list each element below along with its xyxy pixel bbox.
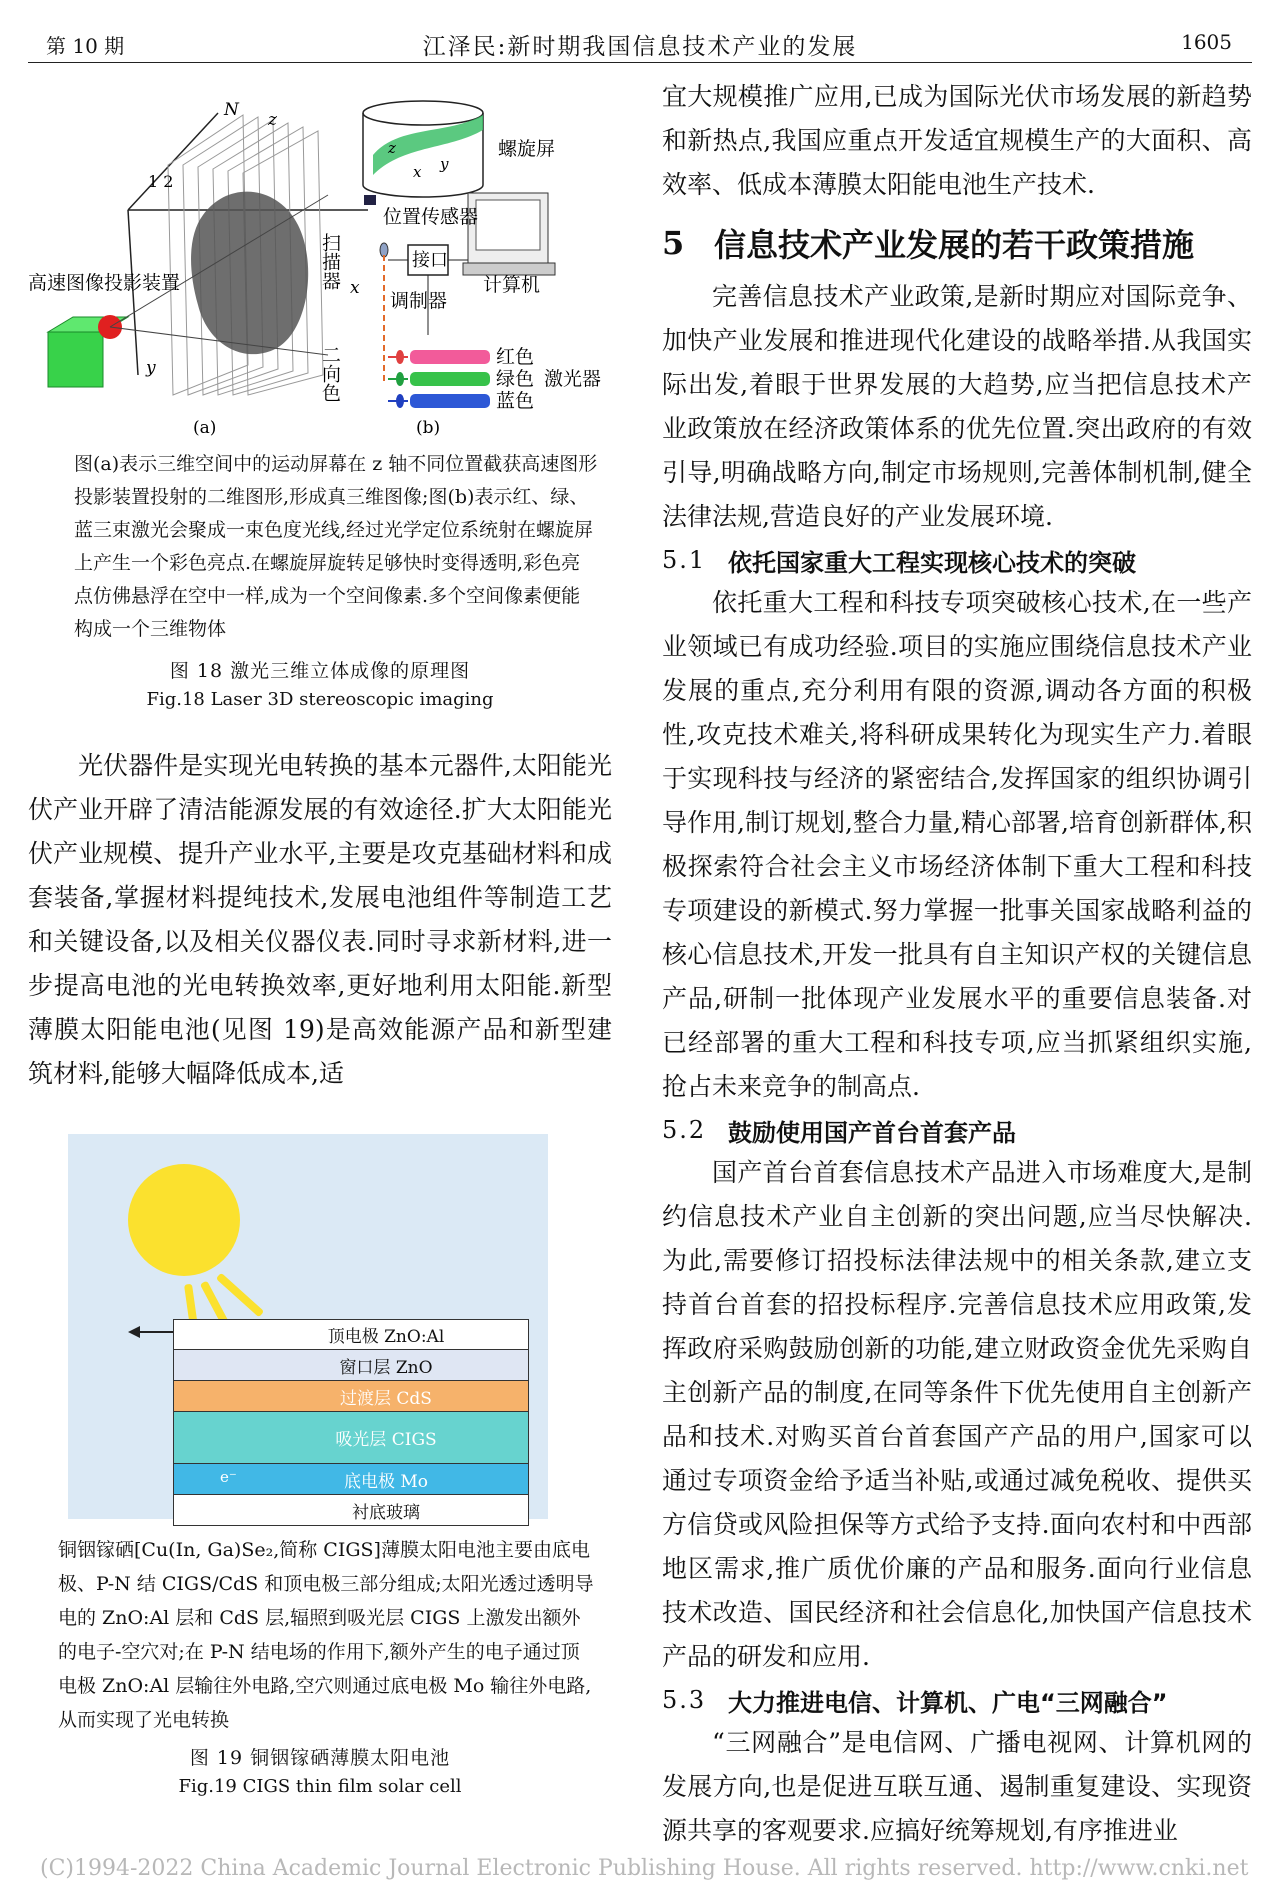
subsection-5-3-heading — [662, 1681, 1252, 1719]
subsection-title: 大力推进电信、计算机、广电“三网融合” — [728, 1688, 1168, 1717]
label-a-n: N — [224, 100, 239, 120]
figure-19-caption-en: Fig.19 CIGS thin film solar cell — [178, 1776, 462, 1797]
label-computer: 计算机 — [483, 274, 541, 296]
section-5-heading — [662, 221, 1252, 265]
panel-b-label: (b) — [416, 418, 441, 438]
label-position-sensor: 位置传感器 — [383, 206, 479, 228]
page-number: 1605 — [1181, 30, 1232, 54]
layer-label: 顶电极 ZnO:Al — [327, 1327, 445, 1347]
right-column — [662, 82, 1252, 1853]
electron-label-bottom: e⁻ — [220, 1468, 237, 1486]
label-green: 绿色 — [496, 368, 535, 390]
layer-label: 过渡层 CdS — [340, 1388, 432, 1409]
section-5-paragraph: 完善信息技术产业政策,是新时期应对国际竞争、加快产业发展和推进现代化建设的战略举措.从我国实际出发,着眼于世界发展的大趋势,应当把信息技术产业政策放在经济政策体系的优先位置.突出政府的有效引导,明确战略方向,制定市场规则,完善体制机制,健全法律法规,营造良好的产业发展环境. — [662, 282, 1252, 531]
label-b-z: z — [388, 139, 396, 157]
layer-window — [173, 1350, 529, 1381]
layer-back-electrode — [173, 1464, 529, 1495]
section-title: 信息技术产业发展的若干政策措施 — [714, 226, 1195, 264]
label-a-x: x — [350, 278, 360, 298]
body-paragraph-continued: 宜大规模推广应用,已成为国际光伏市场发展的新趋势和新热点,我国应重点开发适宜规模生产的大面积、高效率、低成本薄膜太阳能电池生产技术. — [662, 82, 1252, 199]
layer-label: 衬底玻璃 — [352, 1502, 420, 1523]
figure-18-caption-en: Fig.18 Laser 3D stereoscopic imaging — [146, 689, 494, 710]
issue-number: 第 10 期 — [46, 34, 125, 58]
label-modulator: 调制器 — [390, 290, 448, 312]
layer-top-electrode — [173, 1319, 529, 1350]
subsection-number: 5.2 — [662, 1116, 707, 1144]
label-b-y: y — [440, 155, 449, 173]
subsection-5-1-paragraph: 依托重大工程和科技专项突破核心技术,在一些产业领域已有成功经验.项目的实施应围绕信息技术产业发展的重点,充分利用有限的资源,调动各方面的积极性,攻克技术难关,将科研成果转化为现实生产力.着眼于实现科技与经济的紧密结合,发挥国家的组织协调引导作用,制订规划,整合力量,精心部署,培育创新群体,积极探索符合社会主义市场经济体制下重大工程和科技专项建设的新模式.努力掌握一批事关国家战略利益的核心信息技术,开发一批具有自主知识产权的关键信息产品,研制一批体现产业发展水平的重要信息装备.对已经部署的重大工程和科技专项,应当抓紧组织实施,抢占未来竞争的制高点. — [662, 588, 1252, 1101]
label-blue: 蓝色 — [496, 390, 535, 412]
left-column — [28, 95, 612, 1797]
layer-label: 底电极 Mo — [343, 1471, 429, 1492]
figure-19-note: 铜铟镓硒[Cu(In, Ga)Se₂,简称 CIGS]薄膜太阳电池主要由底电极、P-N 结 CIGS/CdS 和顶电极三部分组成;太阳光透过透明导电的 ZnO:Al 层和 CdS 层,辐照到吸光层 CIGS 上激发出额外的电子-空穴对;在 P-N 结电场的作用下,额外产生的电子通过顶电极 ZnO:Al 层输往外电路,空穴则通过底电极 Mo 输往外电路,从而实现了光电转换 — [58, 1539, 594, 1731]
label-a-y: y — [146, 358, 156, 378]
subsection-5-2-heading — [662, 1111, 1252, 1149]
figure-18-images — [28, 95, 612, 440]
layer-absorber — [173, 1412, 529, 1464]
layer-substrate — [173, 1495, 529, 1526]
panel-a-label: (a) — [193, 418, 217, 438]
figure-18-note: 图(a)表示三维空间中的运动屏幕在 z 轴不同位置截获高速图形投影装置投射的二维图形,形成真三维图像;图(b)表示红、绿、蓝三束激光会聚成一束色度光线,经过光学定位系统射在螺旋屏上产生一个彩色亮点.在螺旋屏旋转足够快时变得透明,彩色亮点仿佛悬浮在空中一样,成为一个空间像素.多个空间像素便能构成一个三维物体 — [74, 453, 598, 640]
label-laser: 激光器 — [544, 368, 602, 390]
section-number: 5 — [662, 224, 685, 262]
label-a-z: z — [268, 110, 277, 130]
subsection-5-3-paragraph: “三网融合”是电信网、广播电视网、计算机网的发展方向,也是促进互联互通、遏制重复建设、实现资源共享的客观要求.应搞好统筹规划,有序推进业 — [662, 1728, 1252, 1845]
label-b-x: x — [413, 163, 422, 181]
label-a-12: 1 2 — [148, 172, 174, 191]
figure-19-diagram — [68, 1134, 548, 1523]
body-paragraph-photovoltaic: 光伏器件是实现光电转换的基本元器件,太阳能光伏产业开辟了清洁能源发展的有效途径.扩大太阳能光伏产业规模、提升产业水平,主要是攻克基础材料和成套装备,掌握材料提纯技术,发展电池组件等制造工艺和关键设备,以及相关仪器仪表.同时寻求新材料,进一步提高电池的光电转换效率,更好地利用太阳能.新型薄膜太阳能电池(见图 19)是高效能源产品和新型建筑材料,能够大幅降低成本,适 — [28, 751, 612, 1088]
layer-label: 窗口层 ZnO — [339, 1357, 433, 1378]
layer-label: 吸光层 CIGS — [335, 1430, 437, 1450]
label-red: 红色 — [496, 346, 535, 368]
label-scanner: 扫描器 — [319, 233, 341, 290]
layer-buffer — [173, 1381, 529, 1412]
figure-19-caption-cn: 图 19 铜铟镓硒薄膜太阳电池 — [189, 1747, 451, 1769]
label-device: 高速图像投影装置 — [28, 272, 181, 294]
running-title: 江泽民:新时期我国信息技术产业的发展 — [422, 34, 858, 60]
subsection-number: 5.1 — [662, 546, 707, 574]
cell-layers — [173, 1319, 529, 1526]
subsection-title: 依托国家重大工程实现核心技术的突破 — [728, 548, 1136, 577]
label-dichroic: 二向色 — [319, 345, 341, 402]
figure-18-drawing — [28, 95, 612, 440]
subsection-5-1-heading — [662, 541, 1252, 579]
subsection-title: 鼓励使用国产首台首套产品 — [728, 1118, 1016, 1147]
label-interface: 接口 — [412, 250, 448, 271]
label-spiral: 螺旋屏 — [498, 138, 556, 160]
running-header — [28, 28, 1252, 63]
figure-18-caption-cn: 图 18 激光三维立体成像的原理图 — [169, 660, 471, 682]
subsection-5-2-paragraph: 国产首台首套信息技术产品进入市场难度大,是制约信息技术产业自主创新的突出问题,应当尽快解决.为此,需要修订招投标法律法规中的相关条款,建立支持首台首套的招投标程序.完善信息技术应用政策,发挥政府采购鼓励创新的功能,建立财政资金优先采购自主创新产品的制度,在同等条件下优先使用自主创新产品和技术.对购买首台首套国产产品的用户,国家可以通过专项资金给予适当补贴,或通过减免税收、提供买方信贷或风险担保等方式给予支持.面向农村和中西部地区需求,推广质优价廉的产品和服务.面向行业信息技术改造、国民经济和社会信息化,加快国产信息技术产品的研发和应用. — [662, 1158, 1252, 1671]
subsection-number: 5.3 — [662, 1686, 707, 1714]
copyright-footer: (C)1994-2022 China Academic Journal Electronic Publishing House. All rights reserved. http://www.cnki.net — [40, 1856, 1249, 1881]
sun-icon — [128, 1164, 240, 1276]
